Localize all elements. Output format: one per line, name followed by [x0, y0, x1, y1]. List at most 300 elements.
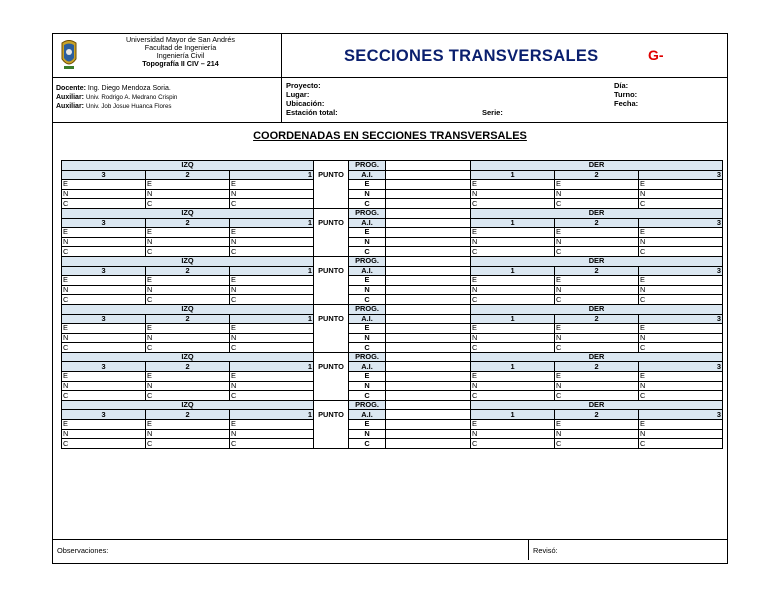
coordinate-row — [62, 285, 723, 295]
coord-cell[interactable]: C — [230, 295, 314, 305]
center-coord-value[interactable] — [386, 343, 471, 353]
right-col-number: 1 — [471, 362, 555, 372]
punto-cell[interactable] — [314, 180, 349, 190]
ai-value-cell[interactable] — [386, 218, 471, 228]
punto-cell[interactable] — [314, 333, 349, 343]
column-number-row — [62, 266, 723, 276]
footer — [53, 539, 727, 560]
prog-value-cell[interactable] — [386, 304, 471, 314]
coord-cell[interactable]: C — [639, 439, 723, 449]
coord-cell[interactable]: C — [555, 439, 639, 449]
coord-cell[interactable]: N — [146, 189, 230, 199]
coordinate-row — [62, 180, 723, 190]
punto-cell[interactable] — [314, 228, 349, 238]
coord-cell[interactable]: C — [471, 199, 555, 209]
coord-cell[interactable]: C — [62, 247, 146, 257]
right-col-number: 3 — [639, 266, 723, 276]
coord-cell[interactable]: C — [471, 439, 555, 449]
coord-cell[interactable]: E — [146, 324, 230, 334]
ai-value-cell[interactable] — [386, 410, 471, 420]
left-col-number: 3 — [62, 266, 146, 276]
prog-value-cell[interactable] — [386, 256, 471, 266]
left-col-number: 2 — [146, 314, 230, 324]
center-coord-label: E — [349, 324, 386, 334]
left-col-number: 3 — [62, 170, 146, 180]
left-col-number: 2 — [146, 410, 230, 420]
block-header-row — [62, 161, 723, 171]
coord-cell[interactable]: C — [555, 247, 639, 257]
left-col-number: 1 — [230, 362, 314, 372]
left-col-number: 3 — [62, 410, 146, 420]
block-header-row — [62, 208, 723, 218]
punto-cell[interactable] — [314, 429, 349, 439]
coordinate-row — [62, 420, 723, 430]
coord-cell[interactable]: N — [471, 285, 555, 295]
punto-cell[interactable] — [314, 276, 349, 286]
coord-cell[interactable]: C — [146, 199, 230, 209]
prog-label: PROG. — [349, 352, 386, 362]
center-coord-label: E — [349, 372, 386, 382]
left-col-number: 2 — [146, 218, 230, 228]
coordinates-table — [61, 160, 723, 449]
coord-cell[interactable]: E — [471, 372, 555, 382]
coord-cell[interactable]: N — [639, 285, 723, 295]
project-info — [282, 78, 727, 123]
coord-cell[interactable]: E — [555, 228, 639, 238]
punto-cell[interactable] — [314, 381, 349, 391]
coord-cell[interactable]: E — [639, 372, 723, 382]
block-header-row — [62, 256, 723, 266]
coord-cell[interactable]: C — [639, 199, 723, 209]
coord-cell[interactable]: E — [639, 276, 723, 286]
prog-label: PROG. — [349, 208, 386, 218]
punto-cell[interactable] — [314, 372, 349, 382]
coord-cell[interactable]: C — [62, 343, 146, 353]
center-coord-value[interactable] — [386, 237, 471, 247]
aux2-label: Auxiliar: — [56, 103, 85, 110]
coord-cell[interactable]: N — [230, 285, 314, 295]
izq-header: IZQ — [62, 400, 314, 410]
punto-cell[interactable] — [314, 295, 349, 305]
coord-cell[interactable]: C — [555, 295, 639, 305]
punto-spacer — [314, 400, 349, 410]
right-col-number: 1 — [471, 170, 555, 180]
coord-cell[interactable]: N — [62, 381, 146, 391]
coord-cell[interactable]: E — [146, 180, 230, 190]
coord-cell[interactable]: N — [555, 189, 639, 199]
coord-cell[interactable]: N — [62, 237, 146, 247]
coord-cell[interactable]: E — [555, 180, 639, 190]
ai-label: A.I. — [349, 170, 386, 180]
center-coord-label: C — [349, 343, 386, 353]
coord-cell[interactable]: C — [471, 247, 555, 257]
center-coord-value[interactable] — [386, 324, 471, 334]
coord-cell[interactable]: N — [62, 189, 146, 199]
coord-cell[interactable]: N — [555, 237, 639, 247]
coord-cell[interactable]: E — [146, 372, 230, 382]
coordinate-row — [62, 324, 723, 334]
coord-cell[interactable]: N — [146, 333, 230, 343]
center-coord-label: N — [349, 333, 386, 343]
der-header: DER — [471, 352, 723, 362]
prog-label: PROG. — [349, 161, 386, 171]
right-col-number: 2 — [555, 410, 639, 420]
izq-header: IZQ — [62, 161, 314, 171]
ubicacion-field[interactable]: Ubicación: — [286, 99, 325, 108]
coord-cell[interactable]: E — [471, 180, 555, 190]
punto-cell[interactable] — [314, 189, 349, 199]
left-col-number: 1 — [230, 410, 314, 420]
coord-cell[interactable]: C — [555, 343, 639, 353]
block-header-row — [62, 352, 723, 362]
punto-spacer — [314, 304, 349, 314]
coord-cell[interactable]: E — [555, 276, 639, 286]
coord-cell[interactable]: C — [62, 391, 146, 401]
punto-label: PUNTO — [314, 170, 349, 180]
prog-value-cell[interactable] — [386, 161, 471, 171]
coordinate-row — [62, 247, 723, 257]
footer-divider — [528, 540, 529, 560]
coord-cell[interactable]: N — [146, 237, 230, 247]
left-col-number: 2 — [146, 362, 230, 372]
izq-header: IZQ — [62, 256, 314, 266]
center-coord-label: N — [349, 429, 386, 439]
left-col-number: 3 — [62, 218, 146, 228]
coord-cell[interactable]: E — [230, 324, 314, 334]
coordinate-row — [62, 228, 723, 238]
column-number-row — [62, 410, 723, 420]
left-col-number: 1 — [230, 218, 314, 228]
coord-cell[interactable]: N — [471, 333, 555, 343]
field-sheet — [52, 33, 728, 564]
coordinate-row — [62, 372, 723, 382]
coord-cell[interactable]: N — [555, 333, 639, 343]
punto-cell[interactable] — [314, 324, 349, 334]
prog-label: PROG. — [349, 400, 386, 410]
right-col-number: 1 — [471, 314, 555, 324]
coord-cell[interactable]: E — [555, 324, 639, 334]
punto-label: PUNTO — [314, 314, 349, 324]
column-number-row — [62, 362, 723, 372]
punto-label: PUNTO — [314, 410, 349, 420]
coord-cell[interactable]: C — [230, 439, 314, 449]
observaciones-field[interactable]: Observaciones: — [57, 546, 109, 555]
ai-value-cell[interactable] — [386, 266, 471, 276]
left-col-number: 3 — [62, 362, 146, 372]
center-coord-value[interactable] — [386, 420, 471, 430]
punto-cell[interactable] — [314, 285, 349, 295]
izq-header: IZQ — [62, 352, 314, 362]
punto-spacer — [314, 352, 349, 362]
center-coord-value[interactable] — [386, 199, 471, 209]
prog-value-cell[interactable] — [386, 352, 471, 362]
aux1-name: Univ. Rodrigo A. Medrano Crispin — [85, 94, 178, 101]
coord-cell[interactable]: N — [555, 381, 639, 391]
column-number-row — [62, 218, 723, 228]
coordinate-row — [62, 429, 723, 439]
university-name: Universidad Mayor de San Andrés — [125, 35, 236, 44]
der-header: DER — [471, 256, 723, 266]
coord-cell[interactable]: E — [146, 420, 230, 430]
lugar-field[interactable]: Lugar: — [286, 90, 310, 99]
page-title: SECCIONES TRANSVERSALES — [344, 47, 599, 65]
ai-label: A.I. — [349, 218, 386, 228]
coord-cell[interactable]: C — [639, 343, 723, 353]
coord-cell[interactable]: E — [230, 420, 314, 430]
coord-cell[interactable]: N — [639, 429, 723, 439]
right-col-number: 3 — [639, 362, 723, 372]
left-col-number: 2 — [146, 170, 230, 180]
prog-label: PROG. — [349, 256, 386, 266]
center-coord-value[interactable] — [386, 276, 471, 286]
coord-cell[interactable]: C — [471, 391, 555, 401]
coord-cell[interactable]: C — [146, 247, 230, 257]
coord-cell[interactable]: E — [639, 324, 723, 334]
coord-cell[interactable]: E — [230, 372, 314, 382]
fecha-field[interactable]: Fecha: — [614, 99, 639, 108]
center-coord-label: E — [349, 180, 386, 190]
der-header: DER — [471, 304, 723, 314]
punto-label: PUNTO — [314, 266, 349, 276]
center-coord-label: N — [349, 285, 386, 295]
coord-cell[interactable]: N — [639, 237, 723, 247]
coord-cell[interactable]: E — [62, 420, 146, 430]
punto-label: PUNTO — [314, 218, 349, 228]
coord-cell[interactable]: N — [471, 429, 555, 439]
coord-cell[interactable]: E — [230, 180, 314, 190]
section-title: COORDENADAS EN SECCIONES TRANSVERSALES — [253, 130, 527, 142]
center-coord-value[interactable] — [386, 391, 471, 401]
center-coord-value[interactable] — [386, 429, 471, 439]
group-label: G- — [648, 47, 664, 63]
center-coord-label: C — [349, 247, 386, 257]
coord-cell[interactable]: E — [62, 180, 146, 190]
coord-cell[interactable]: C — [555, 391, 639, 401]
punto-spacer — [314, 161, 349, 171]
coord-cell[interactable]: N — [471, 381, 555, 391]
center-coord-value[interactable] — [386, 372, 471, 382]
ai-value-cell[interactable] — [386, 362, 471, 372]
coord-cell[interactable]: N — [62, 429, 146, 439]
coord-cell[interactable]: N — [555, 285, 639, 295]
coord-cell[interactable]: C — [230, 247, 314, 257]
estacion-field[interactable]: Estación total: — [286, 108, 338, 117]
right-col-number: 3 — [639, 218, 723, 228]
coord-cell[interactable]: C — [471, 343, 555, 353]
serie-field[interactable]: Serie: — [482, 108, 503, 117]
coord-cell[interactable]: E — [471, 276, 555, 286]
coord-cell[interactable]: E — [471, 228, 555, 238]
coordinate-row — [62, 343, 723, 353]
docente-name: Ing. Diego Mendoza Soria. — [87, 85, 171, 92]
coord-cell[interactable]: E — [639, 228, 723, 238]
coord-cell[interactable]: N — [146, 285, 230, 295]
punto-cell[interactable] — [314, 420, 349, 430]
center-coord-value[interactable] — [386, 180, 471, 190]
coordinate-row — [62, 295, 723, 305]
coord-cell[interactable]: E — [555, 372, 639, 382]
prog-value-cell[interactable] — [386, 400, 471, 410]
der-header: DER — [471, 161, 723, 171]
coord-cell[interactable]: N — [639, 189, 723, 199]
punto-spacer — [314, 208, 349, 218]
center-coord-value[interactable] — [386, 228, 471, 238]
coord-cell[interactable]: C — [639, 295, 723, 305]
title-box — [282, 34, 727, 78]
right-col-number: 3 — [639, 314, 723, 324]
punto-cell[interactable] — [314, 237, 349, 247]
coord-cell[interactable]: C — [146, 295, 230, 305]
right-col-number: 2 — [555, 314, 639, 324]
coord-cell[interactable]: E — [62, 324, 146, 334]
center-coord-value[interactable] — [386, 381, 471, 391]
ai-value-cell[interactable] — [386, 314, 471, 324]
center-coord-label: N — [349, 189, 386, 199]
coordinate-row — [62, 439, 723, 449]
coord-cell[interactable]: C — [639, 247, 723, 257]
izq-header: IZQ — [62, 208, 314, 218]
coord-cell[interactable]: C — [62, 199, 146, 209]
center-coord-value[interactable] — [386, 189, 471, 199]
block-header-row — [62, 400, 723, 410]
faculty-name: Facultad de Ingeniería — [144, 43, 217, 52]
proyecto-field[interactable]: Proyecto: — [286, 81, 321, 90]
block-header-row — [62, 304, 723, 314]
center-coord-label: E — [349, 228, 386, 238]
ai-label: A.I. — [349, 266, 386, 276]
ai-label: A.I. — [349, 410, 386, 420]
coordinate-row — [62, 391, 723, 401]
coordinate-row — [62, 333, 723, 343]
left-col-number: 3 — [62, 314, 146, 324]
coord-cell[interactable]: E — [62, 276, 146, 286]
department-name: Ingeniería Civil — [156, 51, 205, 60]
coord-cell[interactable]: N — [62, 333, 146, 343]
ai-value-cell[interactable] — [386, 170, 471, 180]
coord-cell[interactable]: E — [230, 276, 314, 286]
coordinate-row — [62, 276, 723, 286]
university-header — [53, 34, 282, 78]
coord-cell[interactable]: C — [471, 295, 555, 305]
right-col-number: 1 — [471, 410, 555, 420]
center-coord-value[interactable] — [386, 439, 471, 449]
center-coord-label: N — [349, 237, 386, 247]
right-col-number: 3 — [639, 410, 723, 420]
coord-cell[interactable]: N — [230, 189, 314, 199]
ai-label: A.I. — [349, 314, 386, 324]
coord-cell[interactable]: E — [639, 420, 723, 430]
punto-cell[interactable] — [314, 391, 349, 401]
column-number-row — [62, 170, 723, 180]
coord-cell[interactable]: N — [230, 237, 314, 247]
right-col-number: 2 — [555, 218, 639, 228]
university-crest-icon — [60, 39, 78, 71]
center-coord-label: E — [349, 420, 386, 430]
center-coord-value[interactable] — [386, 295, 471, 305]
coord-cell[interactable]: C — [146, 439, 230, 449]
center-coord-value[interactable] — [386, 333, 471, 343]
coord-cell[interactable]: N — [639, 381, 723, 391]
punto-cell[interactable] — [314, 247, 349, 257]
right-col-number: 1 — [471, 266, 555, 276]
coord-cell[interactable]: E — [62, 228, 146, 238]
coord-cell[interactable]: E — [230, 228, 314, 238]
coord-cell[interactable]: N — [230, 381, 314, 391]
coord-cell[interactable]: N — [146, 381, 230, 391]
coordinate-row — [62, 381, 723, 391]
left-col-number: 1 — [230, 266, 314, 276]
coord-cell[interactable]: N — [62, 285, 146, 295]
staff-info — [53, 78, 282, 123]
right-col-number: 2 — [555, 266, 639, 276]
coord-cell[interactable]: C — [146, 391, 230, 401]
coord-cell[interactable]: N — [555, 429, 639, 439]
coord-cell[interactable]: E — [639, 180, 723, 190]
coord-cell[interactable]: C — [230, 391, 314, 401]
coord-cell[interactable]: N — [230, 429, 314, 439]
coord-cell[interactable]: N — [230, 333, 314, 343]
coord-cell[interactable]: N — [639, 333, 723, 343]
izq-header: IZQ — [62, 304, 314, 314]
center-coord-label: C — [349, 391, 386, 401]
coord-cell[interactable]: E — [146, 276, 230, 286]
punto-cell[interactable] — [314, 343, 349, 353]
ai-label: A.I. — [349, 362, 386, 372]
center-coord-value[interactable] — [386, 285, 471, 295]
coordinate-row — [62, 189, 723, 199]
coord-cell[interactable]: C — [639, 391, 723, 401]
right-col-number: 2 — [555, 170, 639, 180]
reviso-field[interactable]: Revisó: — [533, 546, 558, 555]
coord-cell[interactable]: E — [146, 228, 230, 238]
coord-cell[interactable]: N — [146, 429, 230, 439]
coord-cell[interactable]: E — [555, 420, 639, 430]
punto-cell[interactable] — [314, 199, 349, 209]
coord-cell[interactable]: C — [230, 343, 314, 353]
right-col-number: 3 — [639, 170, 723, 180]
center-coord-label: C — [349, 439, 386, 449]
coord-cell[interactable]: N — [471, 189, 555, 199]
center-coord-value[interactable] — [386, 247, 471, 257]
coordinate-row — [62, 237, 723, 247]
center-coord-label: E — [349, 276, 386, 286]
left-col-number: 1 — [230, 170, 314, 180]
course-name: Topografía II CIV – 214 — [142, 59, 219, 68]
coord-cell[interactable]: E — [62, 372, 146, 382]
aux2-name: Univ. Job Josue Huanca Flores — [85, 103, 172, 110]
center-coord-label: C — [349, 199, 386, 209]
punto-cell[interactable] — [314, 439, 349, 449]
prog-label: PROG. — [349, 304, 386, 314]
der-header: DER — [471, 400, 723, 410]
prog-value-cell[interactable] — [386, 208, 471, 218]
der-header: DER — [471, 208, 723, 218]
right-col-number: 1 — [471, 218, 555, 228]
coord-cell[interactable]: C — [62, 439, 146, 449]
coord-cell[interactable]: C — [146, 343, 230, 353]
dia-field[interactable]: Día: — [614, 81, 629, 90]
center-coord-label: C — [349, 295, 386, 305]
left-col-number: 2 — [146, 266, 230, 276]
coord-cell[interactable]: E — [471, 420, 555, 430]
coord-cell[interactable]: C — [62, 295, 146, 305]
coord-cell[interactable]: C — [230, 199, 314, 209]
coord-cell[interactable]: N — [471, 237, 555, 247]
coord-cell[interactable]: E — [471, 324, 555, 334]
coord-cell[interactable]: C — [555, 199, 639, 209]
turno-field[interactable]: Turno: — [614, 90, 638, 99]
coordinate-row — [62, 199, 723, 209]
